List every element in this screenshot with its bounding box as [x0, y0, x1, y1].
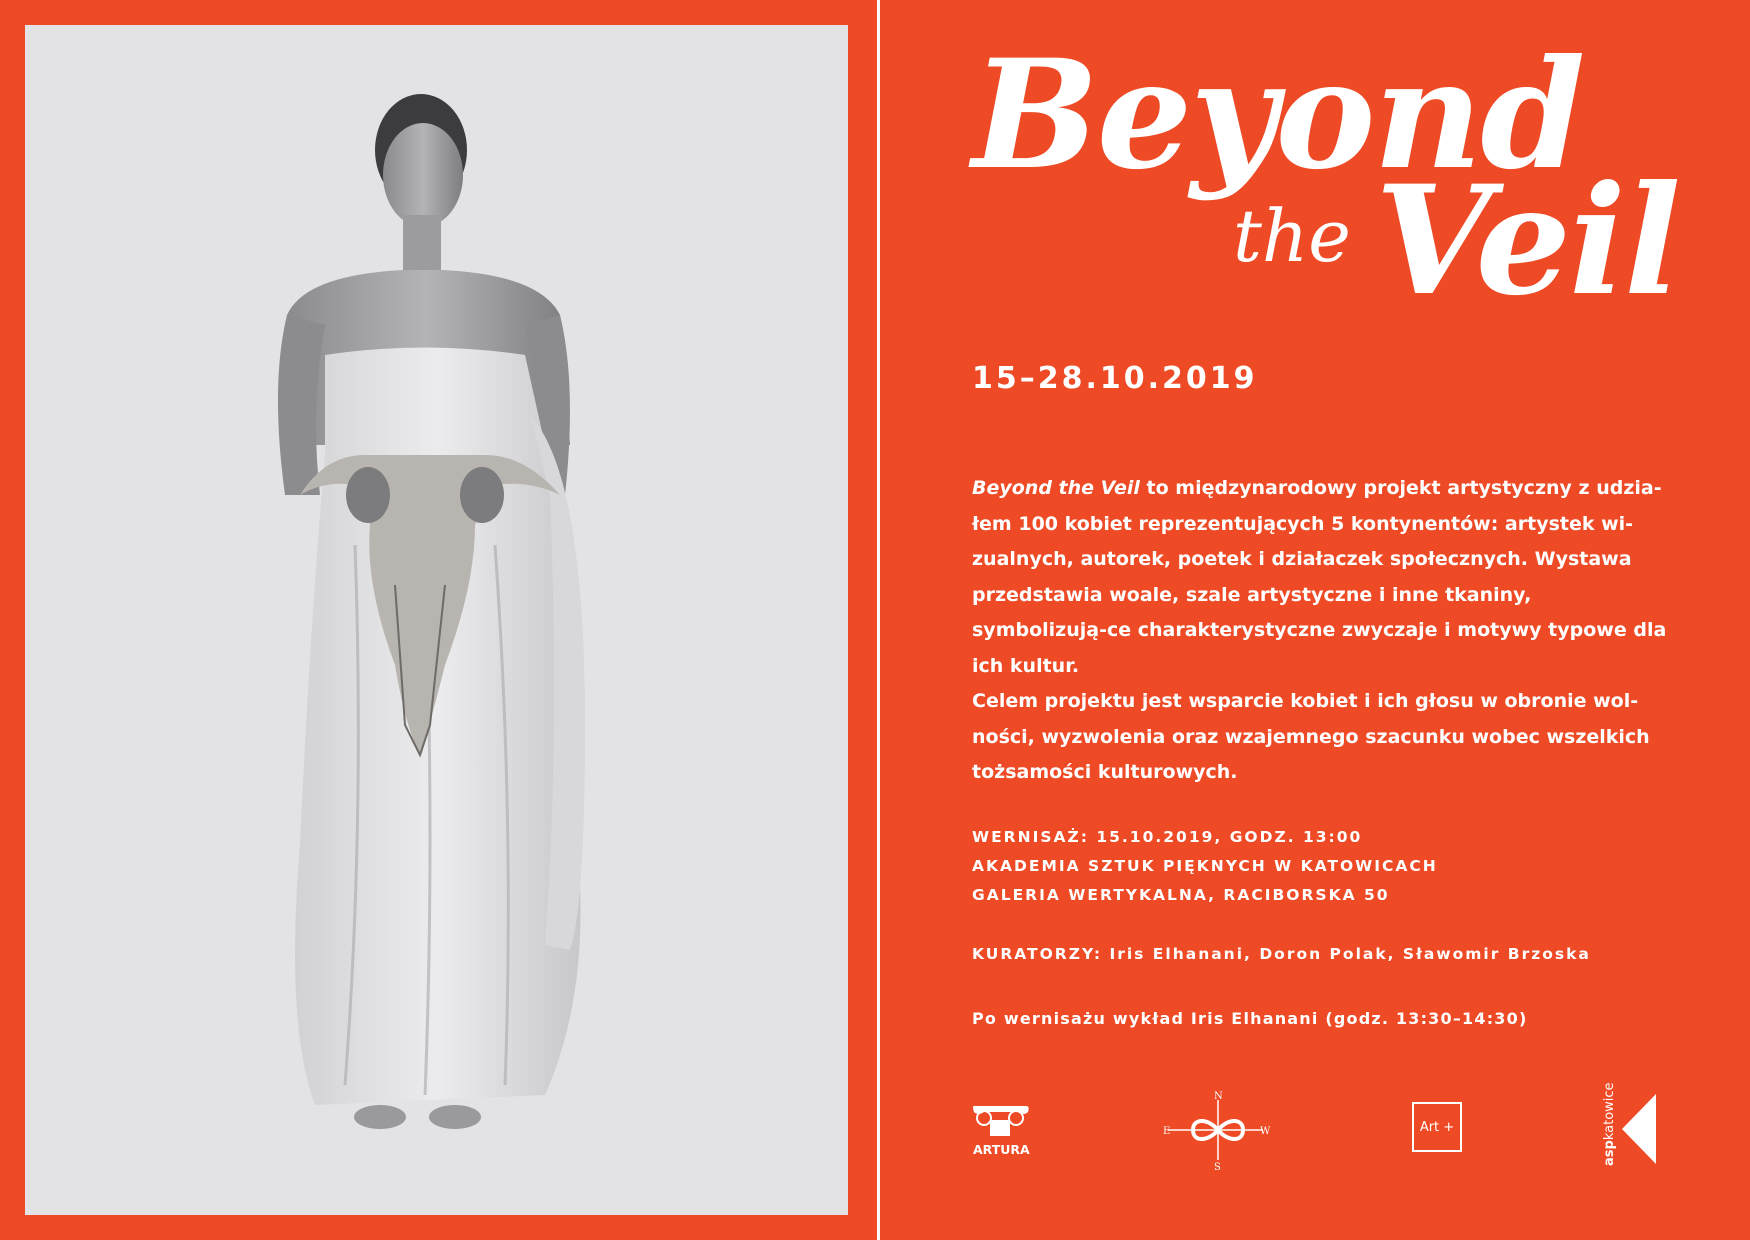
- art-plus-text: Art +: [1419, 1119, 1455, 1135]
- artura-logo: [972, 1102, 1032, 1160]
- title-beyond: Beyond: [972, 27, 1584, 203]
- description-paragraph-2: Celem projektu jest wsparcie kobiet i ich głosu w obronie wol-ności, wyzwolenia oraz wzajemnego szacunku wobec wszelkich tożsamości kulturowych.: [972, 690, 1650, 783]
- title-veil: Veil: [1375, 153, 1680, 329]
- compass-n: N: [1214, 1091, 1223, 1102]
- info-panel: [880, 0, 1750, 1240]
- opening-date-line: WERNISAŻ: 15.10.2019, GODZ. 13:00: [972, 828, 1363, 846]
- asp-bold-text: asp: [1602, 1140, 1617, 1166]
- description-title-italic: Beyond the Veil: [972, 477, 1140, 499]
- compass-e: E: [1163, 1126, 1171, 1137]
- description-paragraph-1: [972, 471, 1672, 684]
- asp-light-text: katowice: [1602, 1082, 1617, 1141]
- description-paragraph-1-text: to międzynarodowy projekt artystyczny z udzia-łem 100 kobiet reprezentujących 5 kontynentów: artystek wi-zualnych, autorek, poetek i działaczek społecznych. Wystawa przedstawia woale, szale artystyczne i inne tkaniny, symbolizują-ce charakterystyczne zwyczaje i motywy typowe dla ich kultur.: [972, 477, 1667, 677]
- triangle-arrow-icon: [1620, 1092, 1660, 1166]
- curators-line: KURATORZY: Iris Elhanani, Doron Polak, Sławomir Brzoska: [972, 945, 1591, 963]
- asp-katowice-text: [1602, 1082, 1618, 1166]
- exhibition-dates: 15–28.10.2019: [972, 361, 1258, 396]
- woman-with-skull-drawing: [25, 25, 848, 1215]
- artura-column-icon: [972, 1102, 1032, 1160]
- compass-infinity-logo: [1163, 1090, 1273, 1170]
- artwork-image: [25, 25, 848, 1215]
- title-the: the: [1233, 194, 1351, 278]
- compass-icon: [1163, 1090, 1273, 1170]
- artura-text: ARTURA: [973, 1142, 1030, 1157]
- lecture-line: Po wernisażu wykład Iris Elhanani (godz. 13:30–14:30): [972, 1009, 1528, 1028]
- compass-s: S: [1214, 1162, 1221, 1170]
- venue-line: AKADEMIA SZTUK PIĘKNYCH W KATOWICACH: [972, 857, 1438, 875]
- compass-w: W: [1260, 1126, 1271, 1137]
- address-line: GALERIA WERTYKALNA, RACIBORSKA 50: [972, 886, 1390, 904]
- art-plus-logo: [1412, 1102, 1462, 1152]
- opening-info: [972, 823, 1438, 910]
- asp-katowice-logo: [1602, 1082, 1672, 1166]
